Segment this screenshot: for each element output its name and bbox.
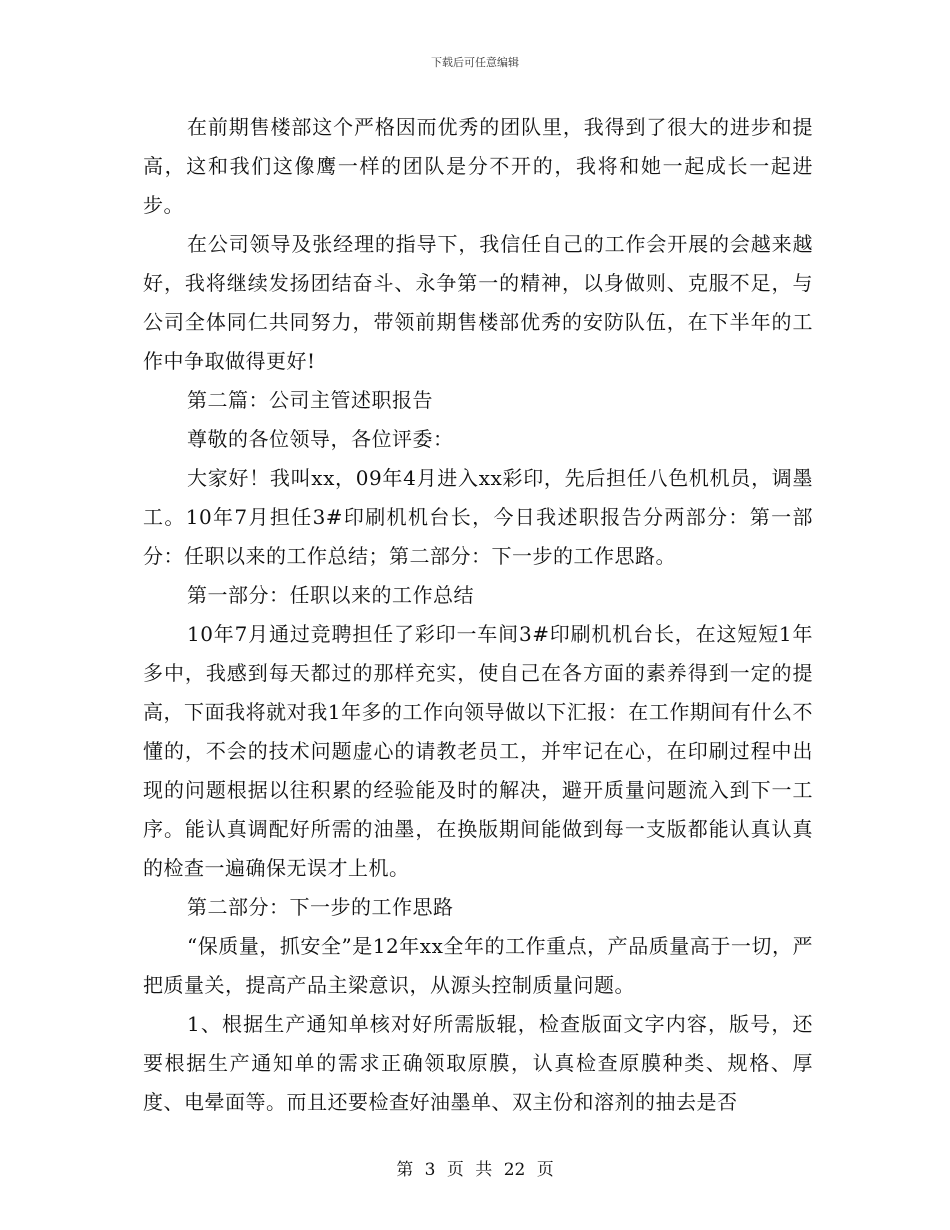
paragraph: 10年7月通过竞聘担任了彩印一车间3#印刷机机台长，在这短短1年多中，我感到每天都过的那样充实，使自己在各方面的素养得到一定的提高，下面我将就对我1年多的工作向领导做以下汇报：在工作期间有什么不懂的，不会的技术问题虚心的请教老员工，并牢记在心，在印刷过程中出现的问题根据以往积累的经验能及时的解决，避开质量问题流入到下一工序。能认真调配好所需的油墨，在换版期间能做到每一支版都能认真认真的检查一遍确保无误才上机。 <box>143 622 813 880</box>
paragraph: “保质量，抓安全”是12年xx全年的工作重点，产品质量高于一切，严把质量关，提高产品主梁意识，从源头控制质量问题。 <box>143 934 813 997</box>
page-number: 第 3 页 共 22 页 <box>396 1160 554 1180</box>
section-heading: 第二篇：公司主管述职报告 <box>187 388 433 412</box>
paragraph: 在公司领导及张经理的指导下，我信任自己的工作会开展的会越来越好，我将继续发扬团结奋斗、永争第一的精神，以身做则、克服不足，与公司全体同仁共同努力，带领前期售楼部优秀的安防队伍，在下半年的工作中争取做得更好! <box>143 232 813 373</box>
subsection-heading: 第一部分：任职以来的工作总结 <box>187 583 474 607</box>
paragraph: 大家好！我叫xx，09年4月进入xx彩印，先后担任八色机机员，调墨工。10年7月担任3#印刷机机台长，今日我述职报告分两部分：第一部分：任职以来的工作总结；第二部分：下一步的工作思路。 <box>143 466 813 568</box>
paragraph: 在前期售楼部这个严格因而优秀的团队里，我得到了很大的进步和提高，这和我们这像鹰一样的团队是分不开的，我将和她一起成长一起进步。 <box>143 115 813 217</box>
paragraph: 1、根据生产通知单核对好所需版辊，检查版面文字内容，版号，还要根据生产通知单的需求正确领取原膜，认真检查原膜种类、规格、厚度、电晕面等。而且还要检查好油墨单、双主份和溶剂的抽去是否 <box>143 1012 813 1114</box>
subsection-heading: 第二部分：下一步的工作思路 <box>187 895 454 919</box>
salutation: 尊敬的各位领导，各位评委： <box>187 427 454 451</box>
header-note: 下载后可任意编辑 <box>431 56 519 69</box>
document-body <box>143 108 813 1122</box>
